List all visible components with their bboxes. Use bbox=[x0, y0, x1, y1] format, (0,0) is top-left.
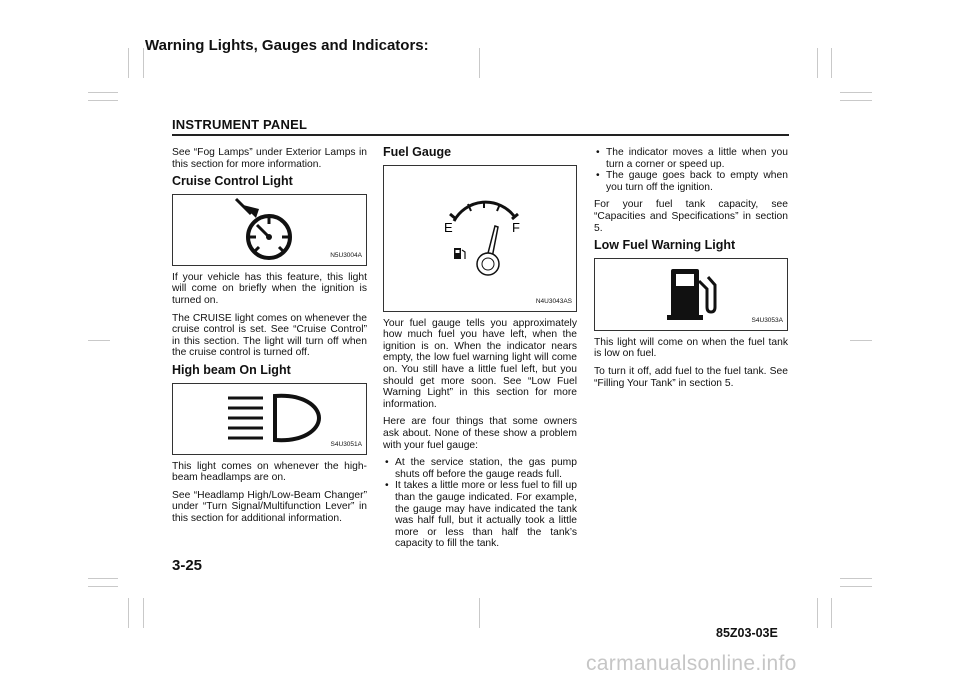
intro-paragraph: See “Fog Lamps” under Exterior Lamps in this section for more information. bbox=[172, 147, 367, 170]
cruise-figure bbox=[172, 194, 367, 266]
highbeam-heading: High beam On Light bbox=[172, 362, 291, 377]
fuel-gauge-paragraph-2: Here are four things that some owners ask about. None of these show a problem with your fuel gauge: bbox=[383, 416, 577, 451]
fuel-gauge-paragraph-1: Your fuel gauge tells you approximately how much fuel you have left, when the ignition is on. When the indicator nears empty, the low fuel warning light will come on. You still have a little fuel left, but you should get more soon. See “Low Fuel Warning Light” in this section for more information. bbox=[383, 317, 577, 410]
cruise-paragraph-2: The CRUISE light comes on whenever the cruise control is set. See “Cruise Control” in this section. The light will turn off when the cruise control is turned off. bbox=[172, 312, 367, 359]
fuel-gauge-heading: Fuel Gauge bbox=[383, 145, 452, 159]
crop-mark bbox=[831, 598, 832, 628]
crop-mark bbox=[128, 598, 129, 628]
crop-mark bbox=[840, 100, 872, 101]
crop-mark bbox=[840, 578, 872, 579]
list-item: • The indicator moves a little when you turn a corner or speed up. bbox=[594, 147, 788, 170]
cruise-heading: Cruise Control Light bbox=[172, 174, 293, 189]
crop-mark bbox=[817, 598, 818, 628]
highbeam-paragraph-1: This light comes on whenever the high-beam headlamps are on. bbox=[172, 460, 367, 484]
crop-mark bbox=[88, 340, 110, 341]
crop-mark bbox=[850, 340, 872, 341]
section-title: INSTRUMENT PANEL bbox=[172, 117, 308, 132]
crop-mark bbox=[88, 100, 118, 101]
low-fuel-paragraph-2: To turn it off, add fuel to the fuel tank. See “Filling Your Tank” in section 5. bbox=[594, 365, 788, 389]
highbeam-paragraph-2: See “Headlamp High/Low-Beam Changer” under “Turn Signal/Multifunction Lever” in this section for additional information. bbox=[172, 489, 367, 524]
crop-mark bbox=[817, 48, 818, 78]
crop-mark bbox=[88, 92, 118, 93]
fuel-gauge-list bbox=[383, 457, 577, 550]
list-item: • It takes a little more or less fuel to fill up than the gauge indicated. For example, the gauge may have indicated the tank was half full, but it actually took a little more or less than half the tank’s capacity to fill the tank. bbox=[383, 480, 577, 550]
crop-mark bbox=[88, 586, 118, 587]
crop-mark bbox=[479, 48, 480, 78]
crop-mark bbox=[143, 598, 144, 628]
crop-mark bbox=[128, 48, 129, 78]
low-fuel-paragraph-1: This light will come on when the fuel tank is low on fuel. bbox=[594, 336, 788, 360]
fuel-gauge-icon bbox=[384, 166, 578, 311]
column-3 bbox=[594, 147, 788, 395]
figure-caption: N5U3004A bbox=[330, 252, 362, 260]
figure-caption: S4U3053A bbox=[751, 317, 783, 325]
low-fuel-heading: Low Fuel Warning Light bbox=[594, 238, 736, 253]
fuel-gauge-list-continued bbox=[594, 147, 788, 193]
header-title: Warning Lights, Gauges and Indicators: bbox=[145, 37, 429, 54]
tank-capacity-paragraph: For your fuel tank capacity, see “Capacities and Specifications” in section 5. bbox=[594, 199, 788, 234]
crop-mark bbox=[88, 578, 118, 579]
crop-mark bbox=[143, 48, 144, 78]
column-1 bbox=[172, 147, 367, 531]
figure-caption: N4U3043AS bbox=[535, 298, 572, 305]
fuel-gauge-figure bbox=[383, 165, 577, 312]
figure-caption: S4U3051A bbox=[330, 440, 362, 448]
list-item: • The gauge goes back to empty when you turn off the ignition. bbox=[594, 170, 788, 193]
crop-mark bbox=[840, 586, 872, 587]
gauge-empty-label: E bbox=[444, 219, 453, 235]
section-divider bbox=[172, 134, 789, 136]
cruise-paragraph-1: If your vehicle has this feature, this light will come on briefly when the ignition is turned on. bbox=[172, 271, 367, 306]
watermark: carmanualsonline.info bbox=[586, 652, 797, 675]
page-number: 3-25 bbox=[172, 557, 203, 574]
crop-mark bbox=[831, 48, 832, 78]
crop-mark bbox=[479, 598, 480, 628]
crop-mark bbox=[840, 92, 872, 93]
list-item: • At the service station, the gas pump shuts off before the gauge reads full. bbox=[383, 457, 577, 480]
document-code: 85Z03-03E bbox=[716, 626, 778, 640]
highbeam-figure bbox=[172, 383, 367, 455]
gauge-full-label: F bbox=[512, 219, 520, 235]
column-2 bbox=[383, 147, 577, 556]
low-fuel-figure bbox=[594, 258, 788, 331]
